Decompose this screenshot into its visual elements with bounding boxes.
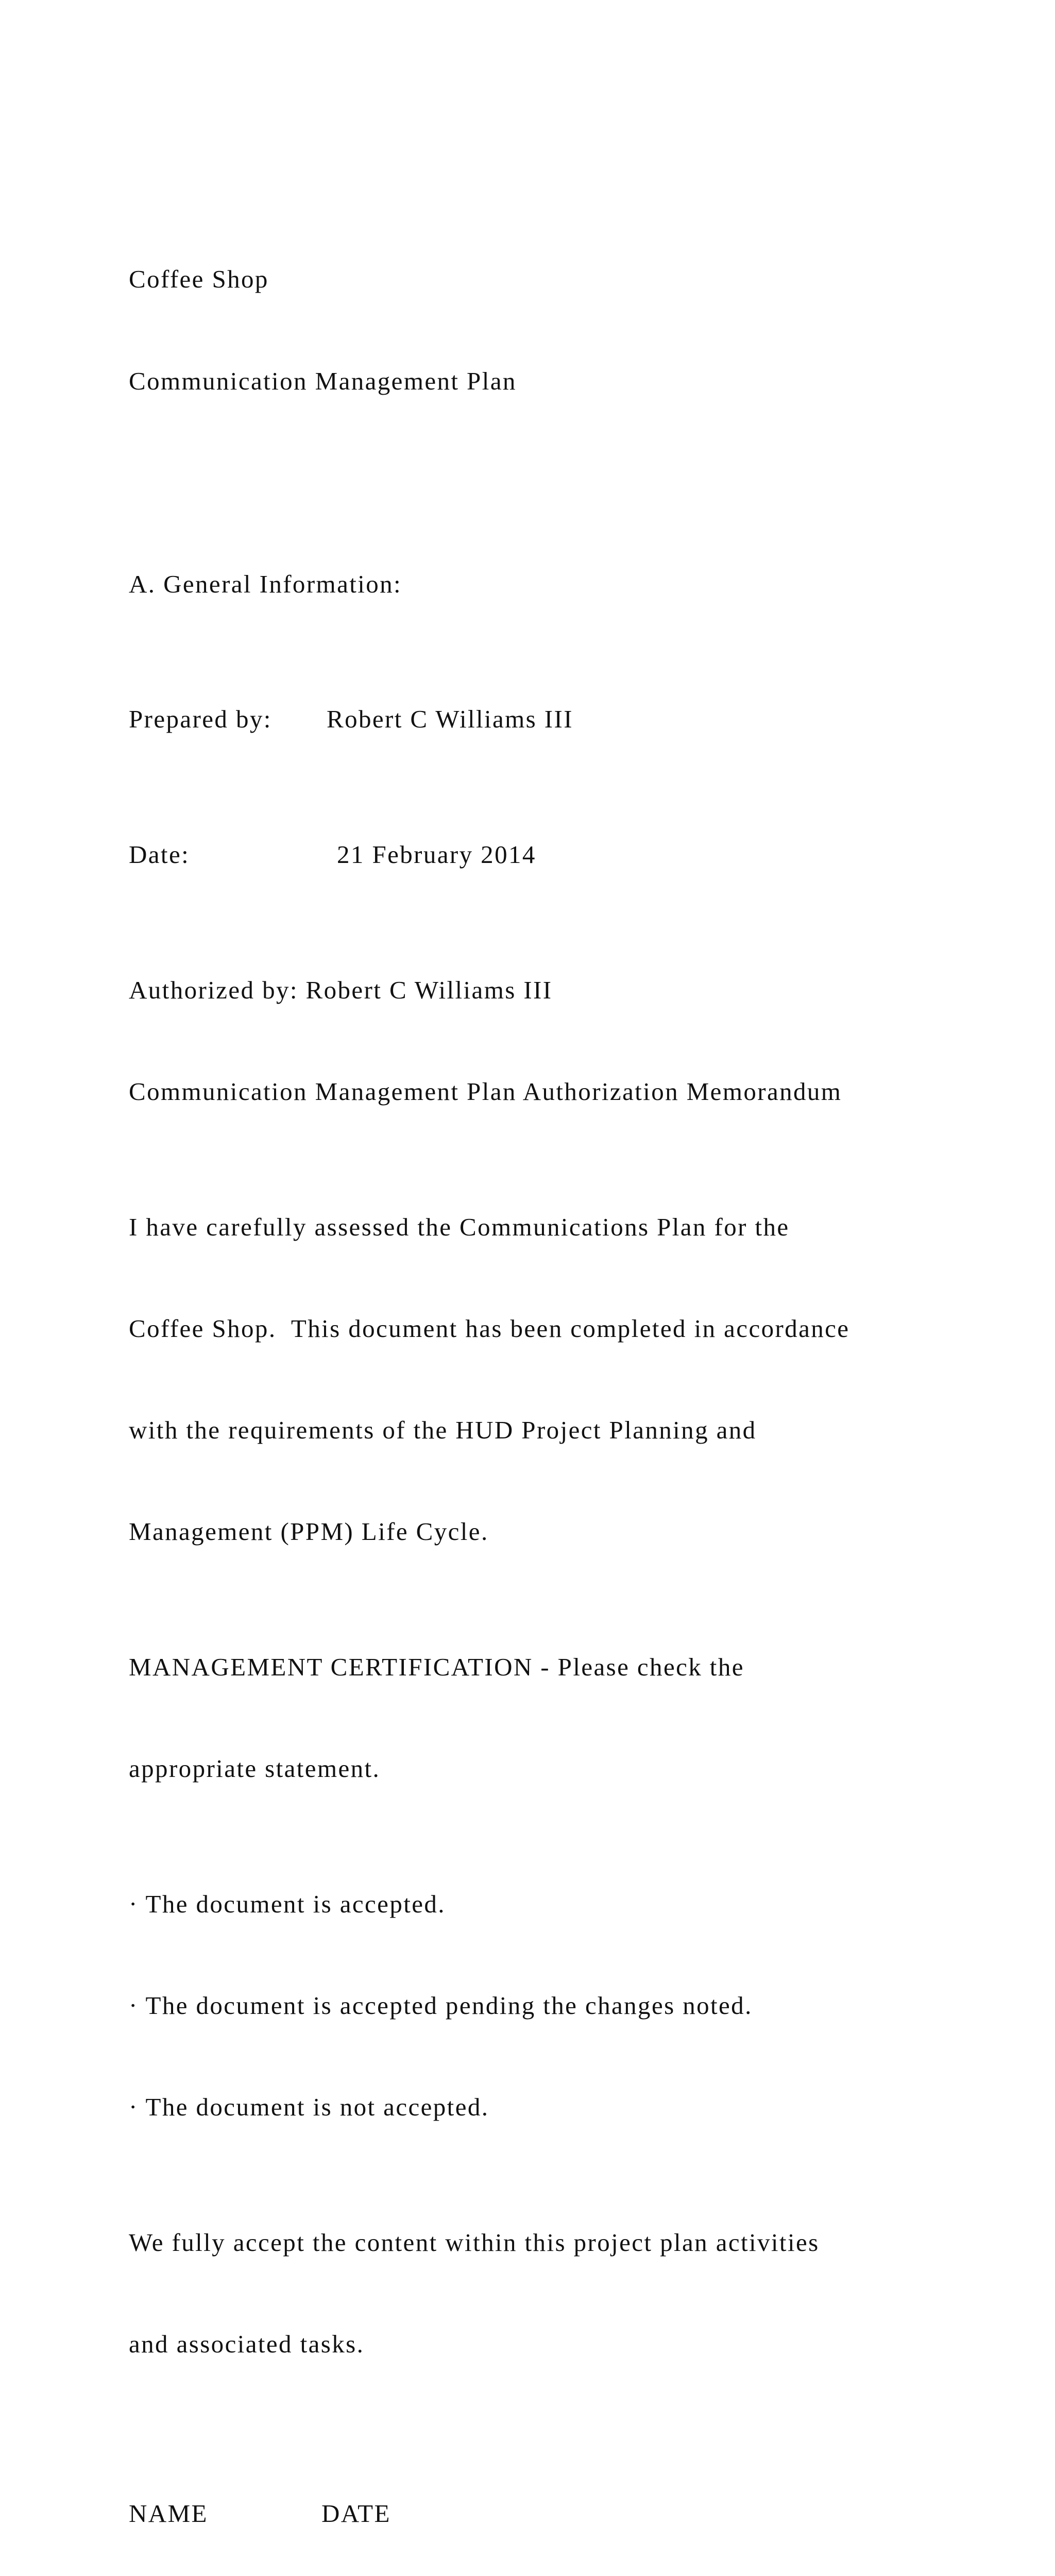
acceptance-line: and associated tasks. bbox=[129, 2330, 365, 2359]
prepared-by-value: Robert C Williams III bbox=[327, 705, 573, 734]
name-date-header bbox=[129, 2497, 1005, 2531]
date-value: 21 February 2014 bbox=[337, 840, 536, 869]
name-label: NAME bbox=[129, 2499, 208, 2528]
prepared-by-label: Prepared by: bbox=[129, 705, 272, 734]
certification-line: appropriate statement. bbox=[129, 1754, 381, 1783]
certification-line: MANAGEMENT CERTIFICATION - Please check the bbox=[129, 1653, 744, 1682]
blank-line bbox=[129, 466, 1005, 500]
option-accepted-pending: · The document is accepted pending the changes noted. bbox=[129, 1991, 753, 2020]
prepared-by-row bbox=[129, 702, 1005, 736]
authorized-by: Authorized by: Robert C Williams III bbox=[129, 976, 553, 1005]
document-page bbox=[129, 195, 1005, 2576]
option-not-accepted: · The document is not accepted. bbox=[129, 2093, 489, 2122]
memo-line: Coffee Shop. This document has been completed in accordance bbox=[129, 1314, 850, 1343]
acceptance-line: We fully accept the content within this project plan activities bbox=[129, 2228, 820, 2257]
option-accepted: · The document is accepted. bbox=[129, 1889, 446, 1918]
section-heading: A. General Information: bbox=[129, 569, 402, 598]
memo-line: I have carefully assessed the Communications Plan for the bbox=[129, 1212, 790, 1241]
title-line-2: Communication Management Plan bbox=[129, 366, 517, 395]
date-label: Date: bbox=[129, 840, 190, 869]
date-row bbox=[129, 838, 1005, 872]
memo-line: with the requirements of the HUD Project Planning and bbox=[129, 1416, 757, 1445]
memo-line: Management (PPM) Life Cycle. bbox=[129, 1517, 489, 1546]
title-line-1: Coffee Shop bbox=[129, 265, 269, 294]
date-column-label: DATE bbox=[321, 2499, 391, 2528]
memo-title: Communication Management Plan Authorization Memorandum bbox=[129, 1077, 842, 1106]
